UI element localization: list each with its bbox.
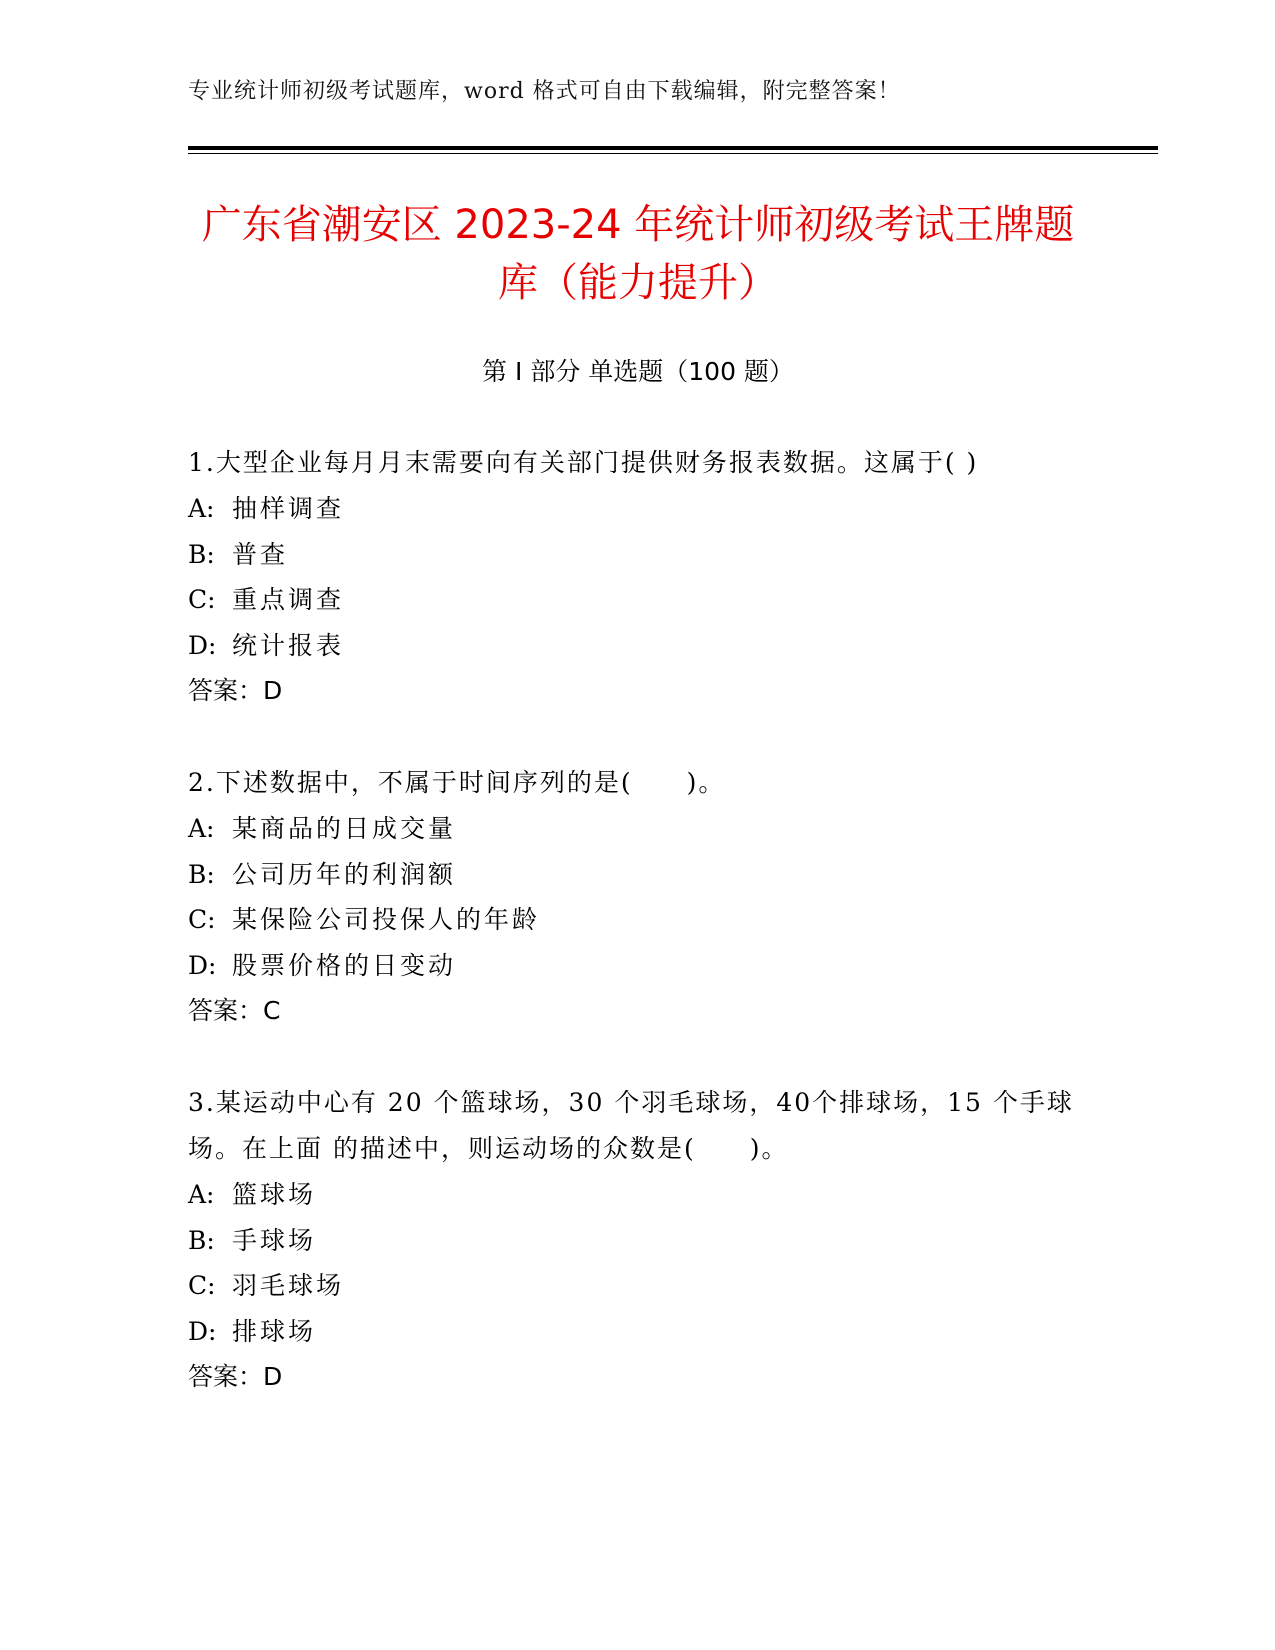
option-text: 羽毛球场 xyxy=(232,1271,345,1300)
option-c xyxy=(188,897,1088,943)
answer-line: 答案：D xyxy=(188,1362,283,1391)
option-text: 某保险公司投保人的年龄 xyxy=(232,905,541,934)
section-title: 第 I 部分 单选题（100 题） xyxy=(482,357,794,386)
option-c xyxy=(188,577,1088,623)
option-letter: A: xyxy=(188,814,215,843)
option-b xyxy=(188,852,1088,898)
option-b xyxy=(188,1218,1088,1264)
option-text: 抽样调查 xyxy=(232,494,345,523)
option-text: 统计报表 xyxy=(232,630,345,660)
option-text: 篮球场 xyxy=(232,1180,317,1209)
option-d xyxy=(188,943,1088,989)
option-text: 重点调查 xyxy=(232,585,345,614)
option-letter: C: xyxy=(188,905,216,934)
option-letter: B: xyxy=(188,539,215,569)
question-3 xyxy=(188,1080,1088,1400)
header-rule-thin xyxy=(188,153,1158,154)
option-text: 排球场 xyxy=(232,1316,317,1346)
option-letter: D: xyxy=(188,630,217,660)
header-rule-thick xyxy=(188,146,1158,150)
option-b xyxy=(188,532,1088,578)
option-letter: B: xyxy=(188,1225,215,1255)
option-text: 普查 xyxy=(232,539,289,569)
option-letter: D: xyxy=(188,1316,217,1346)
option-letter: A: xyxy=(188,494,215,523)
answer-line: 答案：C xyxy=(188,996,281,1025)
question-stem: 1.大型企业每月月末需要向有关部门提供财务报表数据。这属于( ) xyxy=(188,448,979,477)
option-a xyxy=(188,486,1088,532)
question-list xyxy=(188,440,1088,1446)
option-text: 公司历年的利润额 xyxy=(232,859,457,889)
question-2 xyxy=(188,760,1088,1034)
option-letter: A: xyxy=(188,1180,215,1209)
option-text: 股票价格的日变动 xyxy=(232,950,457,980)
option-text: 手球场 xyxy=(232,1225,317,1255)
option-a xyxy=(188,806,1088,852)
option-letter: C: xyxy=(188,1271,216,1300)
header-note: 专业统计师初级考试题库，word 格式可自由下载编辑，附完整答案！ xyxy=(188,79,901,104)
question-stem: 2.下述数据中，不属于时间序列的是( )。 xyxy=(188,768,726,797)
option-text: 某商品的日成交量 xyxy=(232,814,457,843)
option-letter: B: xyxy=(188,859,215,889)
document-title: 广东省潮安区 2023-24 年统计师初级考试王牌题库（能力提升） xyxy=(201,202,1075,306)
option-d xyxy=(188,1309,1088,1355)
question-stem: 3.某运动中心有 20 个篮球场，30 个羽毛球场，40个排球场，15 个手球场。在上面 的描述中，则运动场的众数是( )。 xyxy=(188,1088,1074,1163)
option-d xyxy=(188,623,1088,669)
answer-line: 答案：D xyxy=(188,676,283,705)
option-a xyxy=(188,1172,1088,1218)
question-1 xyxy=(188,440,1088,714)
option-letter: C: xyxy=(188,585,216,614)
option-c xyxy=(188,1263,1088,1309)
option-letter: D: xyxy=(188,950,217,980)
